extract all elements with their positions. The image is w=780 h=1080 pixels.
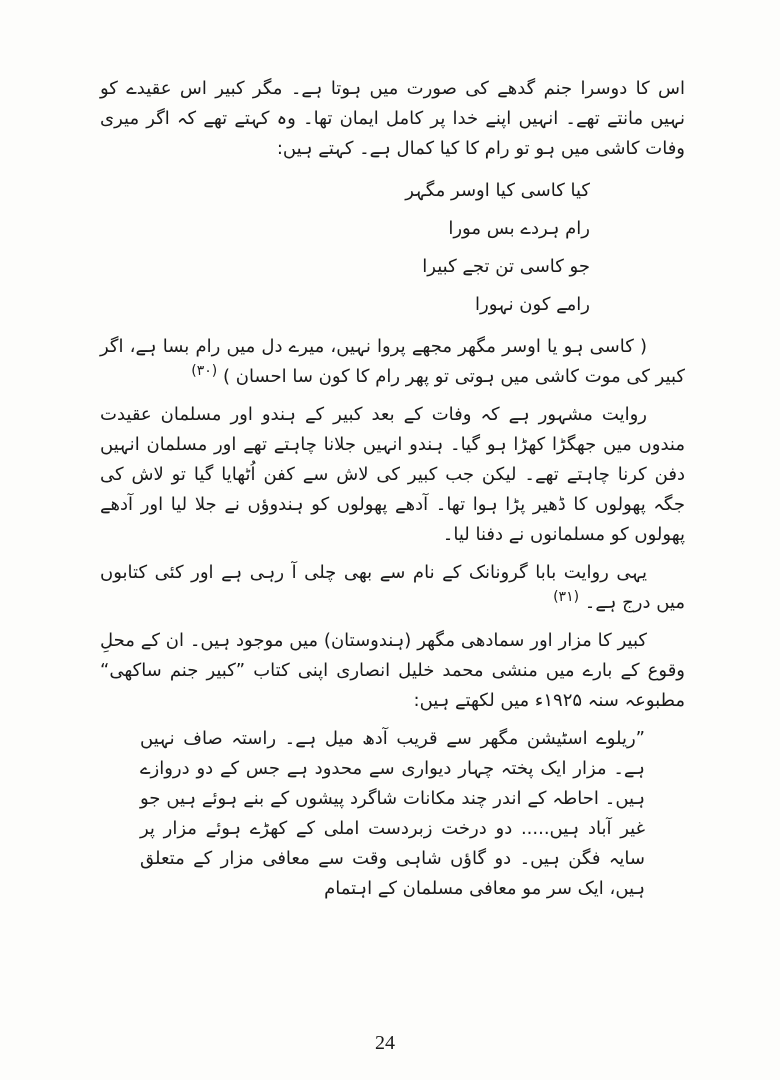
text-line: ہندوؤں نے جلا لیا اور آدھے پھولوں کو مسلمانوں نے دفنا لیا۔ xyxy=(100,494,685,545)
translation-line: موت کاشی میں ہوتی تو پھر رام کا کون سا احسان ) xyxy=(222,366,621,387)
text-line: جب کبیر کی لاش سے کفن اُٹھایا گیا تو لاش کی جگہ پھولوں کا ڈھیر پڑا ہوا تھا۔ آدھے پھولوں کو xyxy=(100,464,685,515)
text-line: اس کا دوسرا جنم گدھے کی صورت میں ہوتا ہے۔ مگر کبیر اس عقیدے کو نہیں مانتے تھے۔ انہیں xyxy=(100,78,685,129)
text-line: ہے۔ xyxy=(584,592,617,613)
paragraph-mazar xyxy=(100,626,685,716)
text-line: اپنے خدا پر کامل ایمان تھا۔ وہ کہتے تھے کہ اگر میری وفات کاشی میں ہو تو رام کا کیا کمال xyxy=(100,108,685,159)
translation-line: ( کاسی ہو یا اوسر مگھر مجھے پروا نہیں، میرے دل میں رام بسا ہے، اگر کبیر کی xyxy=(100,336,685,387)
verse-line: کیا کاسی کیا اوسر مگہر xyxy=(405,180,590,201)
verse-line: رامے کون نہورا xyxy=(475,294,590,315)
paragraph-intro xyxy=(100,74,685,164)
book-page xyxy=(100,74,685,904)
quote-block xyxy=(140,724,645,904)
verse-line: رام ہردے بس مورا xyxy=(448,218,590,239)
quote-line: وقت سے معافی مزار کے متعلق ہیں، ایک سر مو معافی مسلمان کے اہتمام xyxy=(140,848,645,899)
translation-paragraph xyxy=(100,332,685,392)
footnote-ref: (۳۱) xyxy=(553,589,580,605)
verse-line: جو کاسی تن تجے کبیرا xyxy=(422,256,590,277)
quote-line: اندر چند مکانات شاگرد پیشوں کے بنے ہوئے ہیں جو غیر آباد ہیں..... دو xyxy=(140,788,645,839)
quote-line: درخت زبردست املی کے کھڑے ہوئے مزار پر سایہ فگن ہیں۔ دو گاؤں شاہی xyxy=(140,818,645,869)
text-line: جھگڑا کھڑا ہو گیا۔ ہندو انہیں جلانا چاہتے تھے اور مسلمان انہیں دفن کرنا چاہتے تھے۔ لیکن xyxy=(100,434,685,485)
page-number: 24 xyxy=(375,1032,395,1054)
text-line: ہے۔ کہتے ہیں: xyxy=(276,138,391,159)
text-line: یہی روایت بابا گرونانک کے نام سے بھی چلی آ رہی ہے اور کئی کتابوں میں درج xyxy=(100,562,685,613)
footnote-ref: (۳۰) xyxy=(191,363,218,379)
quote-line: ”ریلوے اسٹیشن مگھر سے قریب آدھ میل ہے۔ راستہ صاف نہیں ہے۔ مزار xyxy=(140,728,645,779)
paragraph-tradition xyxy=(100,400,685,550)
text-line: روایت مشہور ہے کہ وفات کے بعد کبیر کے ہندو اور مسلمان عقیدت مندوں میں xyxy=(100,404,685,455)
quote-line: ایک پختہ چہار دیواری سے محدود ہے جس کے دو دروازے ہیں۔ احاطہ کے xyxy=(140,758,645,809)
paragraph-nanak xyxy=(100,558,685,618)
verse-block xyxy=(100,172,590,324)
text-line: کبیر کا مزار اور سمادھی مگھر (ہندوستان) میں موجود ہیں۔ ان کے محلِ وقوع کے xyxy=(100,630,685,681)
text-line: بارے میں منشی محمد خلیل انصاری اپنی کتاب ”کبیر جنم ساکھی“ مطبوعہ سنہ ۱۹۲۵ء میں لکھتے ہیں: xyxy=(100,660,685,711)
